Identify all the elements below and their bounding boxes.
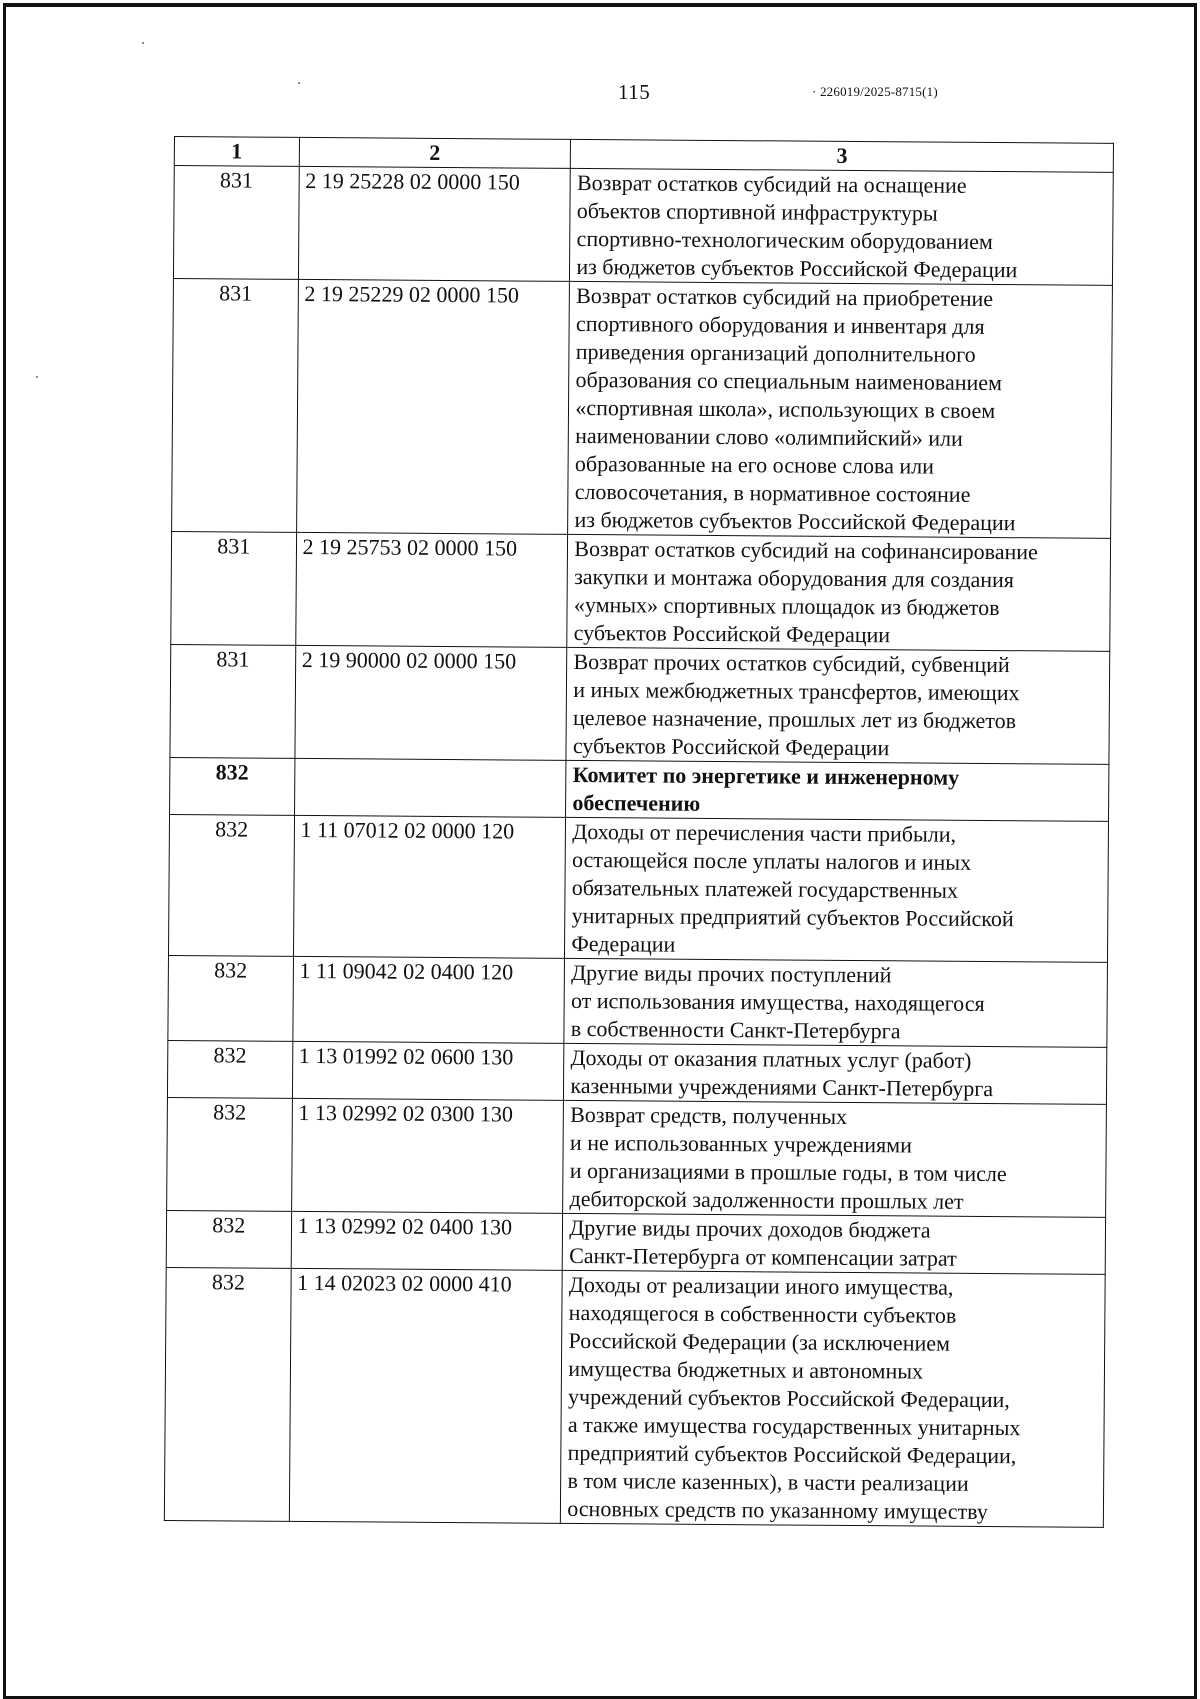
- scan-speck: [36, 376, 38, 378]
- income-name-line: Российской Федерации (за исключением: [568, 1327, 951, 1356]
- table-row: [167, 1097, 1107, 1217]
- table-row: [170, 644, 1110, 764]
- income-name-line: а также имущества государственных унитарных: [567, 1411, 1021, 1441]
- income-code-cell: 1 13 01992 02 0600 130: [292, 1041, 564, 1100]
- income-name-line: казенными учреждениями Санкт-Петербурга: [570, 1072, 994, 1102]
- admin-code-cell: 831: [170, 644, 295, 758]
- table-row: [170, 757, 1109, 821]
- income-name-line: образованные на его основе слова или: [574, 450, 935, 479]
- income-name-line: спортивного оборудования и инвентаря для: [575, 310, 985, 339]
- income-name-cell: [564, 1043, 1107, 1104]
- income-name-cell: [565, 817, 1109, 962]
- admin-code-cell: 831: [171, 531, 296, 645]
- income-name-line: объектов спортивной инфраструктуры: [576, 197, 938, 226]
- income-name-line: наименовании слово «олимпийский» или: [575, 422, 963, 451]
- income-code-cell: 1 13 02992 02 0400 130: [291, 1211, 563, 1270]
- table-row: [171, 531, 1111, 651]
- income-name-cell: [561, 1270, 1105, 1527]
- admin-code-cell: 832: [168, 814, 294, 956]
- income-code-cell: 2 19 25229 02 0000 150: [296, 279, 570, 534]
- income-code-cell: 1 11 07012 02 0000 120: [293, 815, 566, 958]
- admin-code-cell: 832: [164, 1267, 290, 1521]
- table-row: [168, 955, 1108, 1047]
- income-name-line: в том числе казенных), в части реализации: [567, 1467, 969, 1496]
- income-name-cell: [563, 1213, 1106, 1274]
- income-name-line: Возврат прочих остатков субсидий, субвенций: [573, 648, 1010, 678]
- income-name-line: Федерации: [571, 930, 676, 957]
- income-name-line: Другие виды прочих доходов бюджета: [569, 1214, 931, 1243]
- income-name-line: Возврат остатков субсидий на оснащение: [576, 169, 967, 198]
- income-name-line: остающейся после уплаты налогов и иных: [571, 846, 972, 875]
- admin-code-cell: 832: [166, 1210, 291, 1268]
- income-name-line: спортивно-технологическим оборудованием: [576, 225, 993, 255]
- income-name-line: унитарных предприятий субъектов Российской: [571, 902, 1014, 932]
- income-name-line: обязательных платежей государственных: [571, 874, 959, 903]
- admin-code-cell: 831: [173, 166, 298, 280]
- income-name-line: учреждений субъектов Российской Федерации,: [568, 1383, 1010, 1413]
- income-name-line: из бюджетов субъектов Российской Федерации: [576, 253, 1018, 283]
- income-name-line: «спортивная школа», использующих в своем: [575, 394, 996, 424]
- income-code-cell: 2 19 90000 02 0000 150: [295, 645, 568, 760]
- income-name-line: субъектов Российской Федерации: [572, 732, 890, 761]
- income-name-line: целевое назначение, прошлых лет из бюджетов: [573, 704, 1017, 734]
- income-name-cell: [567, 534, 1110, 651]
- table-body: [164, 166, 1113, 1528]
- income-name-line: Доходы от реализации иного имущества,: [568, 1271, 954, 1300]
- income-name-line: «умных» спортивных площадок из бюджетов: [573, 591, 1000, 621]
- income-name-cell: [563, 1100, 1106, 1217]
- income-name-line: Комитет по энергетике и инженерному: [572, 761, 960, 790]
- income-code-cell: 2 19 25753 02 0000 150: [295, 532, 568, 647]
- income-name-line: находящегося в собственности субъектов: [568, 1299, 957, 1328]
- income-code-cell: 1 14 02023 02 0000 410: [289, 1268, 563, 1523]
- income-name-line: приведения организаций дополнительного: [575, 338, 976, 367]
- income-name-line: имущества бюджетных и автономных: [568, 1355, 924, 1384]
- income-code-cell: 1 11 09042 02 0400 120: [292, 956, 564, 1043]
- income-name-line: образования со специальным наименованием: [575, 366, 1003, 396]
- table-row: [173, 166, 1113, 286]
- income-name-line: словосочетания, в нормативное состояние: [574, 478, 971, 507]
- income-name-line: и организациями в прошлые годы, в том числе: [569, 1157, 1007, 1187]
- table-row: [172, 278, 1113, 538]
- income-name-line: и не использованных учреждениями: [569, 1129, 913, 1158]
- admin-code-cell: 832: [167, 1097, 292, 1211]
- table-row: [167, 1040, 1106, 1104]
- income-name-line: Возврат остатков субсидий на софинансирование: [574, 535, 1038, 565]
- column-header-3: 3: [571, 139, 1114, 172]
- income-name-line: Доходы от оказания платных услуг (работ): [570, 1044, 972, 1073]
- admin-code-cell: 832: [170, 757, 295, 815]
- income-name-line: основных средств по указанному имуществу: [567, 1495, 988, 1525]
- income-name-line: и иных межбюджетных трансфертов, имеющих: [573, 676, 1020, 706]
- page-number: 115: [618, 80, 651, 104]
- table-row: [168, 814, 1108, 962]
- income-name-line: предприятий субъектов Российской Федерации,: [567, 1439, 1017, 1469]
- income-name-cell: [564, 958, 1107, 1047]
- income-name-line: из бюджетов субъектов Российской Федерации: [574, 506, 1016, 536]
- admin-code-cell: 832: [168, 955, 293, 1041]
- income-name-line: субъектов Российской Федерации: [573, 619, 891, 648]
- income-name-cell: [566, 760, 1109, 821]
- income-name-line: Возврат средств, полученных: [570, 1101, 848, 1129]
- income-name-line: Доходы от перечисления части прибыли,: [572, 818, 957, 847]
- income-codes-table: [164, 136, 1114, 1528]
- income-name-line: Другие виды прочих поступлений: [571, 959, 892, 988]
- income-name-line: в собственности Санкт-Петербурга: [570, 1015, 901, 1044]
- scan-speck: [298, 82, 300, 84]
- income-name-cell: [568, 281, 1112, 538]
- document-code: · 226019/2025-8715(1): [812, 84, 938, 99]
- income-code-cell: 1 13 02992 02 0300 130: [291, 1098, 564, 1213]
- income-name-line: Возврат остатков субсидий на приобретение: [576, 282, 994, 312]
- table-row: [166, 1210, 1105, 1274]
- column-header-2: 2: [299, 137, 571, 168]
- income-name-line: обеспечению: [572, 789, 701, 816]
- column-header-1: 1: [174, 137, 299, 167]
- income-name-cell: [566, 647, 1109, 764]
- income-name-line: Санкт-Петербурга от компенсации затрат: [569, 1242, 957, 1271]
- admin-code-cell: 832: [167, 1040, 292, 1098]
- scan-speck: [142, 42, 144, 44]
- table-row: [164, 1267, 1105, 1527]
- income-name-line: дебиторской задолженности прошлых лет: [569, 1185, 964, 1214]
- income-code-cell: 2 19 25228 02 0000 150: [298, 166, 571, 281]
- income-name-line: от использования имущества, находящегося: [570, 987, 985, 1016]
- income-code-cell: [294, 758, 566, 817]
- admin-code-cell: 831: [172, 278, 298, 532]
- income-name-line: закупки и монтажа оборудования для создания: [574, 563, 1015, 593]
- income-name-cell: [570, 168, 1113, 285]
